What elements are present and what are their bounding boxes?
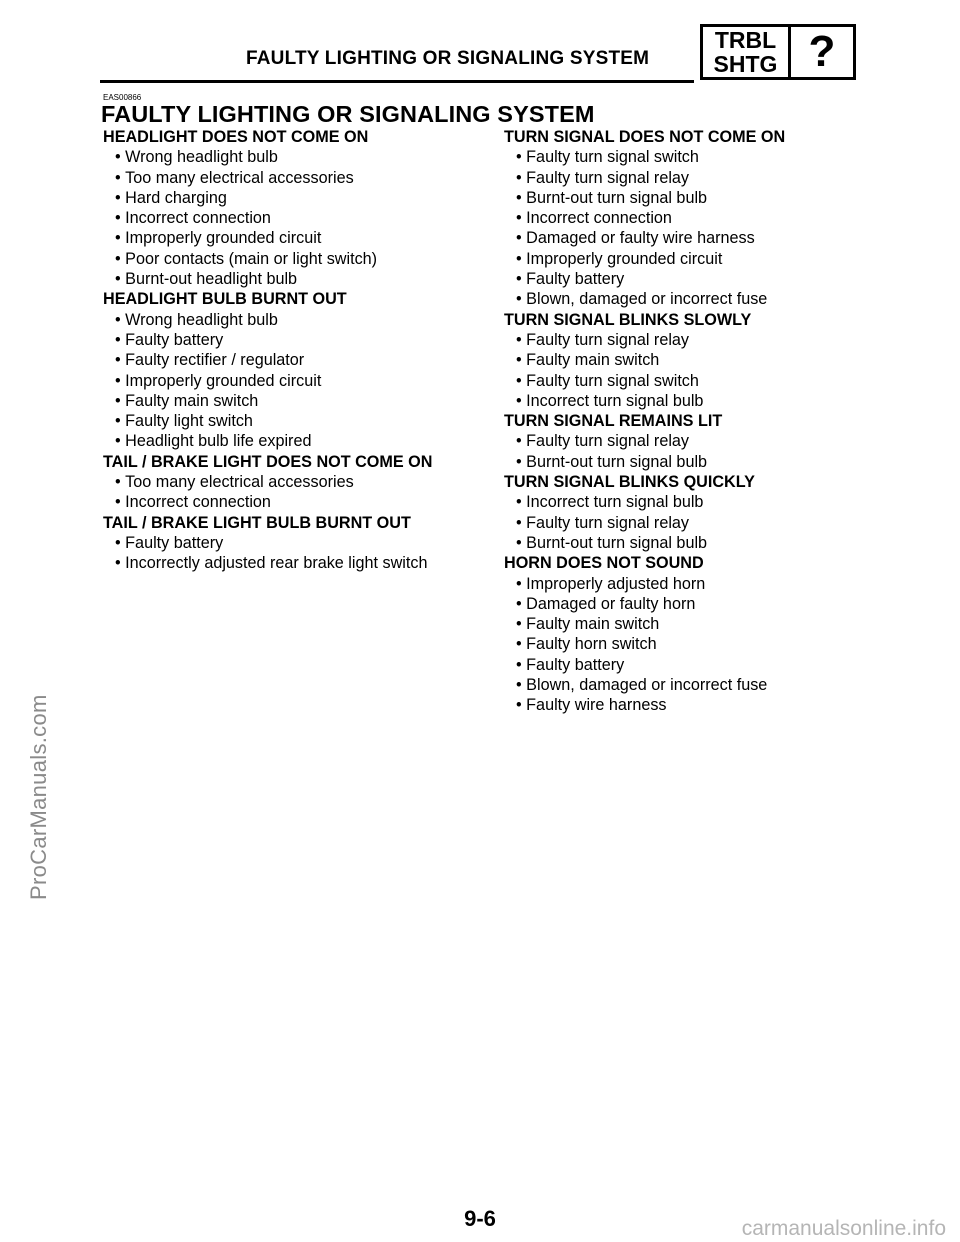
page-number: 9-6: [464, 1206, 496, 1231]
list-item: • Hard charging: [103, 188, 493, 208]
badge-text: [703, 27, 791, 77]
list-item: • Faulty turn signal relay: [504, 431, 864, 451]
list-item: • Faulty battery: [504, 269, 864, 289]
list-item: • Headlight bulb life expired: [103, 431, 493, 451]
badge-line-2: SHTG: [713, 51, 778, 77]
list-item: • Improperly adjusted horn: [504, 574, 864, 594]
list-item: • Damaged or faulty wire harness: [504, 228, 864, 248]
list-item: • Burnt-out turn signal bulb: [504, 533, 864, 553]
list-item: • Burnt-out headlight bulb: [103, 269, 493, 289]
header-title: FAULTY LIGHTING OR SIGNALING SYSTEM: [246, 48, 650, 69]
list-item: • Faulty light switch: [103, 411, 493, 431]
list-item: • Improperly grounded circuit: [103, 371, 493, 391]
list-item: • Too many electrical accessories: [103, 168, 493, 188]
badge-line-1: TRBL: [714, 27, 777, 53]
list-item: • Faulty wire harness: [504, 695, 864, 715]
list-item: • Faulty rectifier / regulator: [103, 350, 493, 370]
list-item: • Faulty main switch: [504, 350, 864, 370]
question-mark-icon: ?: [808, 27, 836, 76]
watermark: ProCarManuals.com: [26, 694, 51, 900]
list-item: • Faulty battery: [504, 655, 864, 675]
left-column: [103, 127, 493, 574]
section-code: EAS00866: [103, 93, 142, 102]
list-item: • Faulty main switch: [103, 391, 493, 411]
list-item: • Incorrect connection: [103, 492, 493, 512]
list-item: • Faulty turn signal relay: [504, 168, 864, 188]
section-heading: TURN SIGNAL DOES NOT COME ON: [504, 128, 786, 146]
list-item: • Faulty battery: [103, 330, 493, 350]
header-rule: [100, 80, 694, 83]
list-item: • Incorrect connection: [504, 208, 864, 228]
list-item: • Incorrect turn signal bulb: [504, 391, 864, 411]
list-item: • Burnt-out turn signal bulb: [504, 452, 864, 472]
list-item: • Faulty turn signal switch: [504, 371, 864, 391]
right-column: [504, 127, 864, 716]
section-heading: TAIL / BRAKE LIGHT BULB BURNT OUT: [103, 513, 411, 532]
footer-url: carmanualsonline.info: [741, 1217, 946, 1240]
section-heading: TURN SIGNAL BLINKS SLOWLY: [504, 310, 752, 329]
section-heading: TAIL / BRAKE LIGHT DOES NOT COME ON: [103, 452, 433, 471]
list-item: • Faulty turn signal relay: [504, 513, 864, 533]
list-item: • Wrong headlight bulb: [103, 310, 493, 330]
list-item: • Incorrectly adjusted rear brake light switch: [103, 553, 493, 573]
list-item: • Blown, damaged or incorrect fuse: [504, 289, 864, 309]
list-item: • Incorrect connection: [103, 208, 493, 228]
list-item: • Faulty main switch: [504, 614, 864, 634]
section-heading: HORN DOES NOT SOUND: [504, 554, 704, 573]
section-heading: TURN SIGNAL REMAINS LIT: [504, 412, 723, 431]
section-heading: HEADLIGHT DOES NOT COME ON: [103, 128, 369, 146]
list-item: • Damaged or faulty horn: [504, 594, 864, 614]
list-item: • Poor contacts (main or light switch): [103, 249, 493, 269]
list-item: • Improperly grounded circuit: [103, 228, 493, 248]
list-item: • Faulty turn signal relay: [504, 330, 864, 350]
page-title: FAULTY LIGHTING OR SIGNALING SYSTEM: [101, 101, 595, 127]
list-item: • Incorrect turn signal bulb: [504, 492, 864, 512]
section-heading: HEADLIGHT BULB BURNT OUT: [103, 290, 347, 309]
list-item: • Too many electrical accessories: [103, 472, 493, 492]
list-item: • Faulty turn signal switch: [504, 147, 864, 167]
list-item: • Faulty battery: [103, 533, 493, 553]
list-item: • Burnt-out turn signal bulb: [504, 188, 864, 208]
list-item: • Wrong headlight bulb: [103, 147, 493, 167]
list-item: • Improperly grounded circuit: [504, 249, 864, 269]
section-badge: [700, 24, 856, 80]
section-heading: TURN SIGNAL BLINKS QUICKLY: [504, 473, 755, 492]
list-item: • Faulty horn switch: [504, 634, 864, 654]
list-item: • Blown, damaged or incorrect fuse: [504, 675, 864, 695]
